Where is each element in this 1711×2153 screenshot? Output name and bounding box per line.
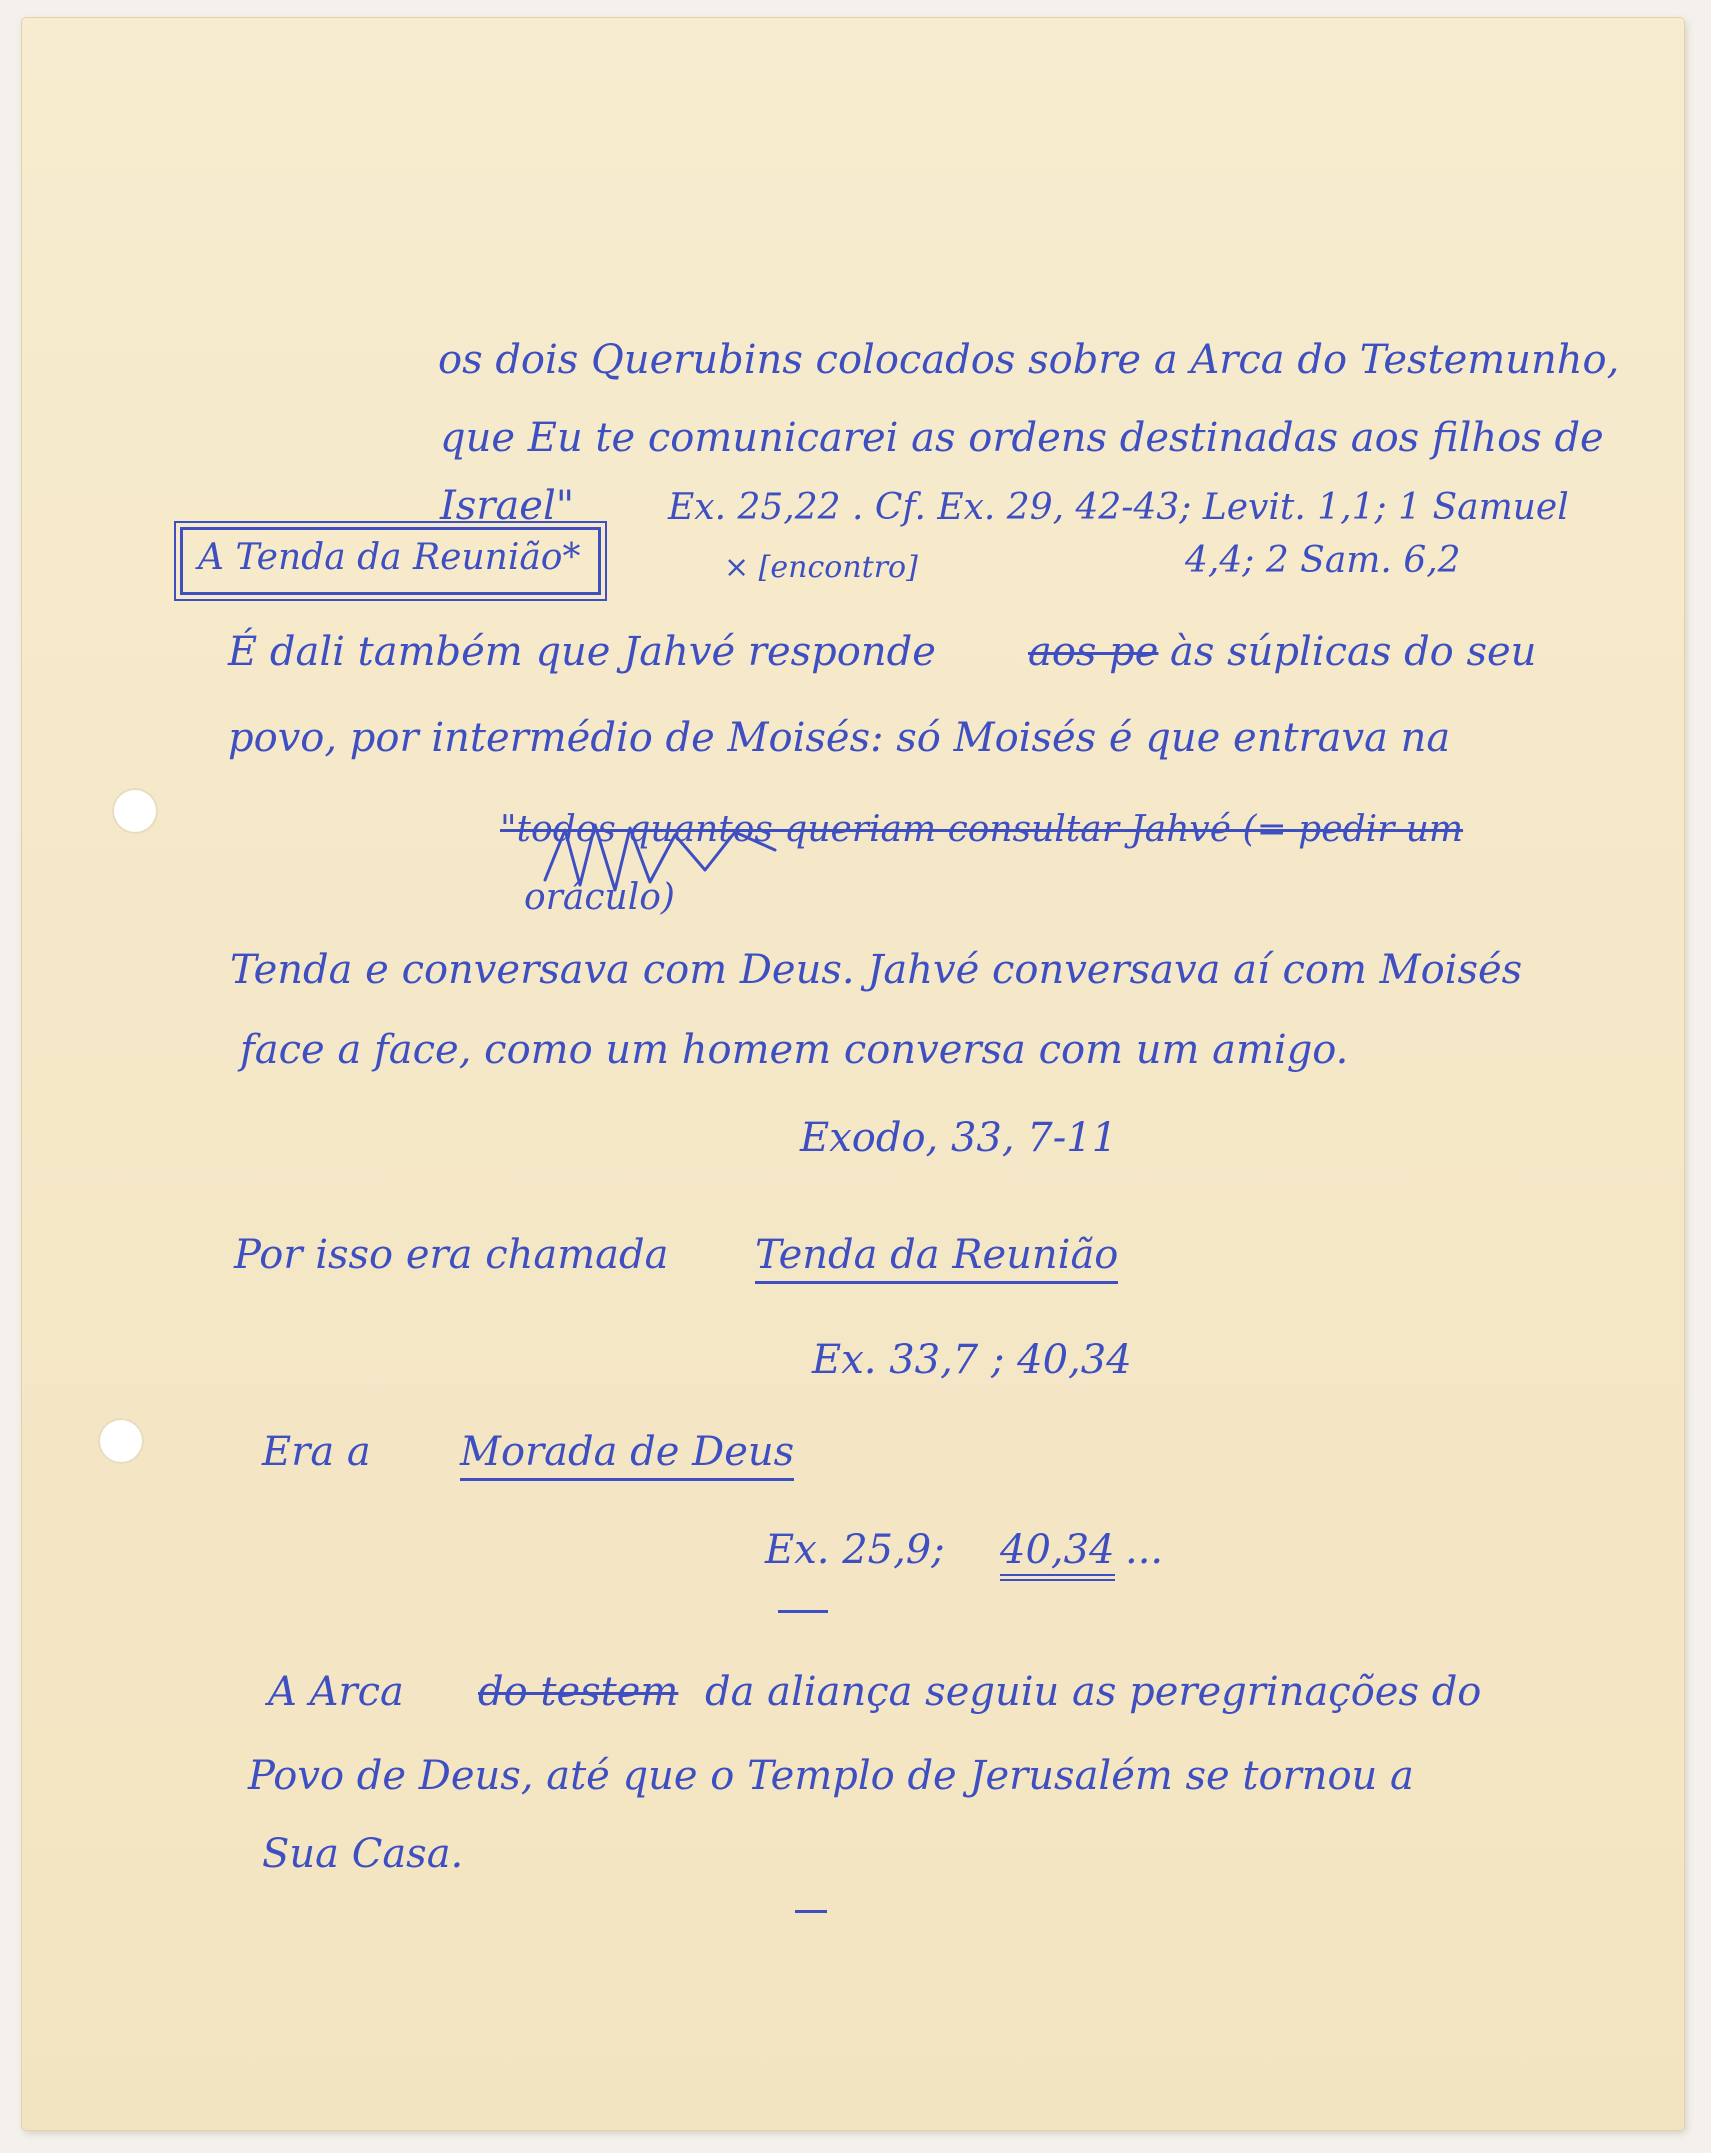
text-line-11-struck: do testem [478, 1669, 679, 1715]
text-line-9-start: Por isso era chamada [234, 1232, 669, 1278]
separator-dash-1 [778, 1610, 828, 1613]
scribble-strike [535, 810, 795, 900]
reference-ex-25: Ex. 25,9; [765, 1527, 945, 1573]
reference-ex-33: Ex. 33,7 ; 40,34 [812, 1337, 1132, 1383]
text-line-11-end: da aliança seguiu as peregrinações do [705, 1669, 1482, 1715]
text-line-5-struck: aos pe [1028, 629, 1159, 675]
text-line-12: Povo de Deus, até que o Templo de Jerusalém se tornou a [248, 1753, 1414, 1799]
text-line-8: face a face, como um homem conversa com um amigo. [240, 1027, 1349, 1073]
heading-morada-de-deus: Morada de Deus [460, 1432, 794, 1481]
reference-exodo: Exodo, 33, 7-11 [800, 1115, 1118, 1161]
manuscript-page [22, 18, 1684, 2130]
reference-line-4: 4,4; 2 Sam. 6,2 [1185, 540, 1461, 581]
text-line-13: Sua Casa. [262, 1831, 464, 1877]
punch-hole-bottom [98, 1418, 144, 1464]
text-line-1: os dois Querubins colocados sobre a Arca do Testemunho, [438, 337, 1620, 383]
text-line-5-start: É dali também que Jahvé responde [228, 629, 936, 675]
text-line-2: que Eu te comunicarei as ordens destinadas aos filhos de [440, 415, 1604, 461]
text-line-7: Tenda e conversava com Deus. Jahvé conversava aí com Moisés [230, 947, 1523, 993]
struck-text-1: "todos quantos queriam consultar Jahvé (= pedir um [500, 809, 1464, 850]
separator-dash-2 [795, 1910, 827, 1913]
heading-tenda-da-reuniao: Tenda da Reunião [755, 1235, 1118, 1284]
reference-ex-40-underlined: 40,34 [1000, 1530, 1115, 1581]
text-line-5-end: às súplicas do seu [1170, 629, 1537, 675]
footnote-marker: × [encontro] [724, 550, 918, 585]
reference-line-3: Ex. 25,22 . Cf. Ex. 29, 42-43; Levit. 1,1; 1 Samuel [668, 487, 1569, 528]
struck-text-2: oráculo) [524, 877, 675, 918]
section-heading: A Tenda da Reunião* [198, 537, 581, 578]
text-line-3-word: Israel" [440, 483, 575, 529]
punch-hole-top [112, 788, 158, 834]
text-line-6: povo, por intermédio de Moisés: só Moisés é que entrava na [228, 715, 1451, 761]
reference-ellipsis: ... [1125, 1527, 1164, 1573]
text-line-10-start: Era a [262, 1429, 371, 1475]
text-line-11-start: A Arca [268, 1669, 404, 1715]
